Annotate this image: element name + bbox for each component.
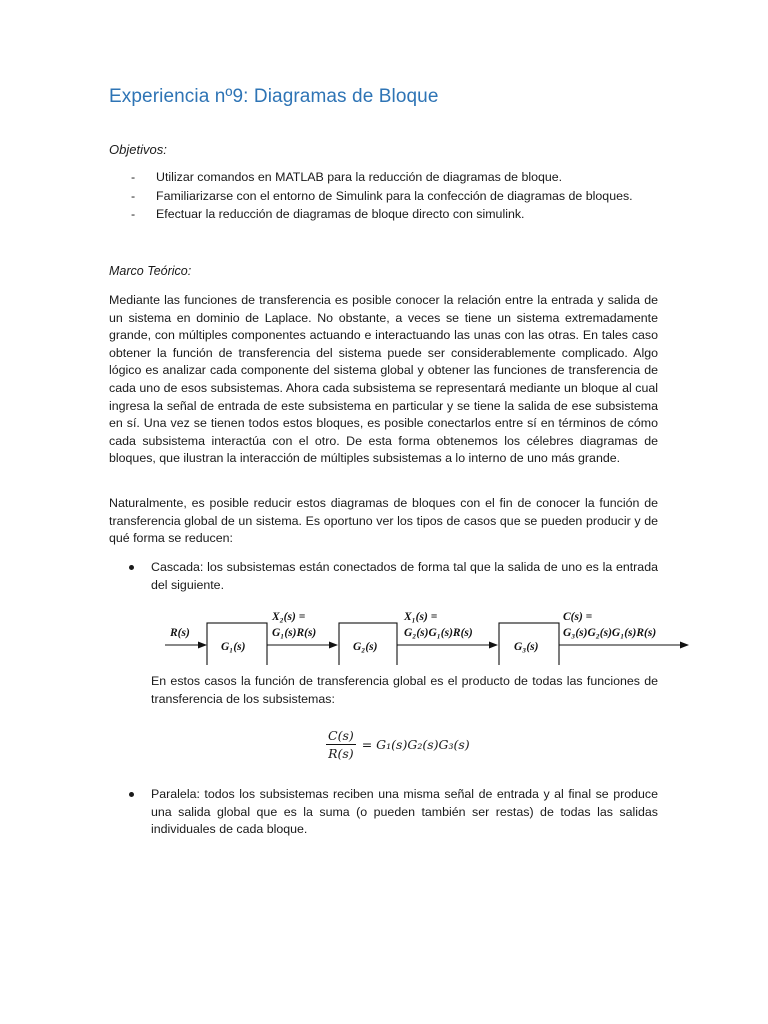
signal-2-bottom: G₂(s)G₁(s)R(s) (404, 627, 473, 639)
cascade-explanation: En estos casos la función de transferencia global es el producto de todas las funciones de transferencia de los subsistemas: (151, 674, 658, 706)
list-item (109, 205, 669, 224)
fraction-denominator: R(s) (328, 746, 354, 761)
page-title: Experiencia nº9: Diagramas de Bloque (109, 86, 439, 107)
parallel-text: Paralela: todos los subsistemas reciben una misma señal de entrada y al final se produce una salida global que es la suma (o pueden también ser restas) de todas las salidas individuales de cada bloque. (151, 787, 658, 837)
block-g3-label: G₃(s) (514, 641, 539, 653)
block-g2-label: G₂(s) (353, 641, 378, 653)
objective-text: Familiarizarse con el entorno de Simulink para la confección de diagramas de bloques. (156, 188, 633, 203)
cascade-block-diagram (160, 605, 695, 665)
block-g1-label: G₁(s) (221, 641, 246, 653)
list-marker: - (131, 170, 136, 184)
theory-paragraph: Mediante las funciones de transferencia es posible conocer la relación entre la entrada y salida de un sistema en dominio de Laplace. No obstante, a veces se tiene un sistema extremadamente grande, con múltiples componentes actuando e interactuando las unas con las otras. En tales caso obtener la función de transferencia del sistema puede ser considerablemente complicado. Algo lógico es analizar cada componente del sistema global y obtener las funciones de transferencia de cada uno de esos subsistemas. Ahora cada subsistema se representará mediante un bloque al cual ingresa la señal de entrada de este subsistema en particular y se tiene la salida de ese subsistema en sí. Una vez se tienen todos estos bloques, es posible conectarlos entre sí en términos de cómo cada subsistema interactúa con el otro. De esta forma obtenemos los célebres diagramas de bloques, que ilustran la interacción de múltiples subsistemas a lo interno de uno más grande. (109, 293, 658, 466)
list-marker: - (131, 207, 136, 221)
formula-rhs: = G₁(s)G₂(s)G₃(s) (361, 737, 470, 752)
signal-3-bottom: G₃(s)G₂(s)G₁(s)R(s) (563, 627, 657, 639)
bullet-dot (129, 792, 134, 797)
fraction (326, 728, 356, 761)
list-marker: - (131, 188, 136, 203)
cascade-text: Cascada: los subsistemas están conectados de forma tal que la salida de uno es la entrada del siguiente. (151, 560, 658, 592)
theory-paragraph: Naturalmente, es posible reducir estos diagramas de bloques con el fin de conocer la función de transferencia global de un sistema. Es oportuno ver los tipos de casos que se pueden producir y de qué forma se reducen: (109, 496, 658, 546)
fraction-numerator: C(s) (328, 728, 354, 743)
objectives-heading: Objetivos: (109, 142, 167, 157)
signal-2-top: X₁(s) = (404, 611, 438, 623)
list-item (109, 187, 669, 206)
parallel-bullet (109, 786, 658, 839)
objective-text: Utilizar comandos en MATLAB para la reducción de diagramas de bloque. (156, 170, 563, 184)
signal-3-top: C(s) = (563, 611, 593, 623)
objectives-list (109, 168, 669, 224)
theory-heading: Marco Teórico: (109, 264, 192, 278)
signal-1-top: X₂(s) = (272, 611, 306, 623)
signal-1-bottom: G₁(s)R(s) (272, 627, 317, 639)
cascade-formula (326, 728, 470, 761)
cascade-bullet (109, 559, 658, 594)
list-item (109, 168, 669, 187)
bullet-dot (129, 565, 134, 570)
input-label: R(s) (170, 627, 190, 639)
objective-text: Efectuar la reducción de diagramas de bloque directo con simulink. (156, 207, 525, 221)
